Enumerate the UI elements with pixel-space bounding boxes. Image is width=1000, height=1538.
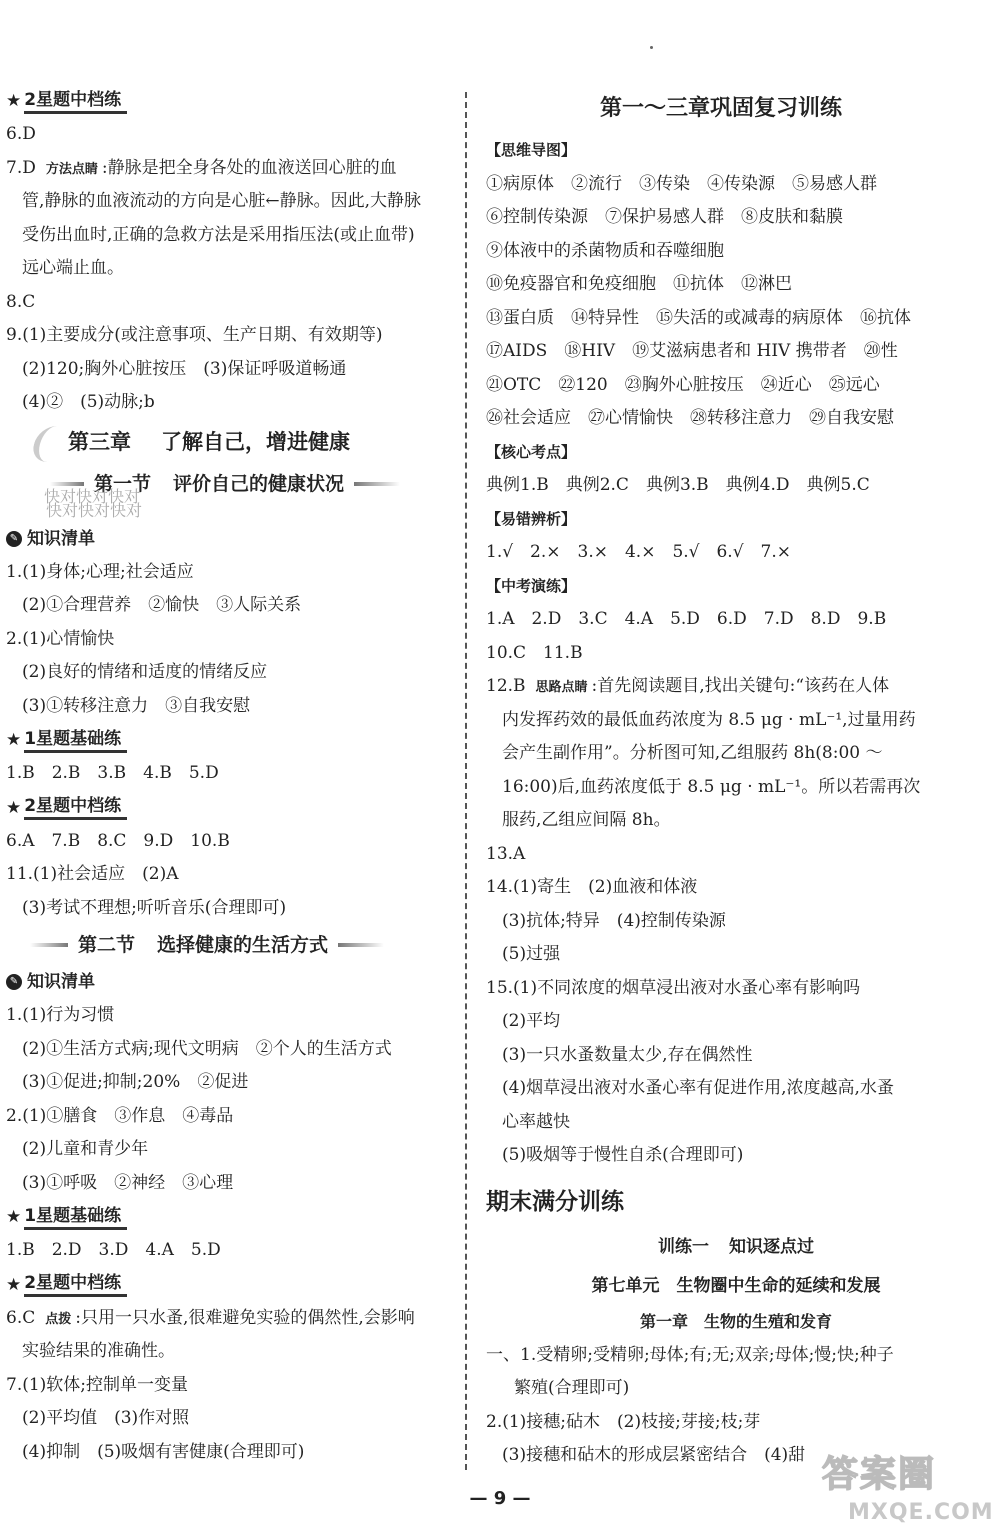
chapter-subtitle: 第一章 生物的生殖和发育 [639, 1311, 832, 1331]
answer-line: (3)①促进;抑制;20% ②促进 [22, 1072, 249, 1092]
answer-line: (2)平均 [502, 1011, 561, 1031]
answer-line: 典例1.B 典例2.C 典例3.B 典例4.D 典例5.C [486, 475, 870, 495]
answer-line: ①病原体 ②流行 ③传染 ④传染源 ⑤易感人群 [486, 173, 877, 194]
star1-heading: ★ 1星题基础练 [6, 723, 446, 757]
answer-line: 一、1.受精卵;受精卵;母体;有;无;双亲;母体;慢;快;种子 [486, 1344, 894, 1365]
answer-line: (3)一只水蚤数量太少,存在偶然性 [502, 1044, 753, 1065]
answer-line: 6.D [6, 124, 36, 144]
answer-line: 16:00)后,血药浓度低于 8.5 μg · mL⁻¹。所以若需再次 [502, 776, 921, 797]
answer-line: (4)② (5)动脉;b [22, 392, 155, 412]
answer-line: 1.(1)行为习惯 [6, 1005, 115, 1025]
answer-line: 9.(1)主要成分(或注意事项、生产日期、有效期等) [6, 325, 383, 345]
knowledge-heading: ✎ 知识清单 [6, 965, 446, 999]
training-title: 训练一 知识逐点过 [658, 1236, 814, 1257]
answer-line: 6.A 7.B 8.C 9.D 10.B [6, 830, 230, 851]
answer-line: 繁殖(合理即可) [514, 1378, 630, 1398]
ghost-watermark-text: 快对快对快对 [44, 487, 141, 506]
right-column [486, 84, 986, 1473]
knowledge-icon: ✎ [6, 531, 22, 547]
answer-line: (2)①生活方式病;现代文明病 ②个人的生活方式 [22, 1038, 392, 1059]
tip-label: 方法点睛 [45, 161, 98, 177]
answer-line: (3)考试不理想;听听音乐(合理即可) [22, 897, 287, 918]
answer-line: (5)吸烟等于慢性自杀(合理即可) [502, 1145, 744, 1165]
answer-line: 1.(1)身体;心理;社会适应 [6, 561, 194, 582]
answer-line: ⑩免疫器官和免疫细胞 ⑪抗体 ⑫淋巴 [486, 274, 792, 294]
review-title: 第一～三章巩固复习训练 [599, 96, 842, 121]
answer-line: 实验结果的准确性。 [22, 1341, 175, 1361]
star-icon: ★ [6, 1207, 22, 1227]
site-watermark [818, 1440, 994, 1536]
unit-title: 第七单元 生物圈中生命的延续和发展 [591, 1275, 881, 1296]
star-icon: ★ [6, 1274, 22, 1295]
answer-line: 12.B 思路点睛 :首先阅读题目,找出关键句:“该药在人体 [486, 676, 890, 696]
answer-line: 10.C 11.B [486, 642, 583, 663]
answer-line: ⑨体液中的杀菌物质和吞噬细胞 [486, 240, 724, 261]
mind-map-heading: 【思维导图】 [486, 141, 577, 159]
answer-line: (3)①呼吸 ②神经 ③心理 [22, 1172, 234, 1193]
star2-heading: ★ 2星题中档练 [6, 1268, 446, 1302]
error-analysis-heading: 【易错辨析】 [486, 509, 577, 528]
chapter-title: 第三章 了解自己，增进健康 [6, 420, 446, 464]
answer-line: (2)儿童和青少年 [22, 1139, 149, 1159]
answer-line: 会产生副作用”。分析图可知,乙组服药 8h(8:00 ～ [502, 743, 883, 763]
star-icon: ★ [6, 91, 22, 111]
watermark-url: MXQE.COM [848, 1500, 994, 1525]
star-icon: ★ [6, 730, 22, 750]
knowledge-heading: ✎ 知识清单 [6, 522, 446, 556]
answer-line: (2)良好的情绪和适度的情绪反应 [22, 662, 268, 682]
answer-line: 2.(1)心情愉快 [6, 628, 115, 649]
star1-heading: ★ 1星题基础练 [6, 1200, 446, 1234]
answer-line: 心率越快 [502, 1111, 570, 1132]
answer-line: (4)烟草浸出液对水蚤心率有促进作用,浓度越高,水蚤 [502, 1078, 894, 1098]
answer-line: (2)120;胸外心脏按压 (3)保证呼吸道畅通 [22, 358, 347, 379]
answer-line: 6.C 点拨 :只用一只水蚤,很难避免实验的偶然性,会影响 [6, 1307, 415, 1328]
answer-line: 7.(1)软体;控制单一变量 [6, 1374, 189, 1395]
answer-line: (4)抑制 (5)吸烟有害健康(合理即可) [22, 1441, 305, 1462]
answer-line: ⑬蛋白质 ⑭特异性 ⑮失活的或减毒的病原体 ⑯抗体 [486, 307, 911, 328]
answer-line: 1.A 2.D 3.C 4.A 5.D 6.D 7.D 8.D 9.B [486, 609, 887, 629]
tip-label: 思路点睛 [535, 680, 588, 695]
exam-practice-heading: 【中考演练】 [486, 576, 577, 595]
page-number: — 9 — [469, 1488, 531, 1509]
answer-line: 14.(1)寄生 (2)血液和体液 [486, 877, 698, 897]
section-title: 第二节 选择健康的生活方式 [6, 925, 446, 965]
tip-label: 点拨 [45, 1311, 72, 1327]
answer-line: ⑰AIDS ⑱HIV ⑲艾滋病患者和 HIV 携带者 ⑳性 [486, 341, 898, 361]
final-training-title: 期末满分训练 [486, 1188, 624, 1215]
answer-line: (5)过强 [502, 944, 561, 964]
answer-line: (3)①转移注意力 ③自我安慰 [22, 695, 251, 716]
answer-line: 1.B 2.D 3.D 4.A 5.D [6, 1240, 221, 1260]
answer-line: 远心端止血。 [22, 258, 124, 278]
answer-line: 15.(1)不同浓度的烟草浸出液对水蚤心率有影响吗 [486, 977, 861, 998]
answer-line: (2)平均值 (3)作对照 [22, 1408, 190, 1428]
answer-line: (3)抗体;特异 (4)控制传染源 [502, 910, 726, 931]
answer-line: 管,静脉的血液流动的方向是心脏←静脉。因此,大静脉 [22, 191, 422, 211]
answer-line: ㉖社会适应 ㉗心情愉快 ㉘转移注意力 ㉙自我安慰 [486, 408, 894, 428]
answer-line: (3)接穗和砧木的形成层紧密结合 (4)甜 [502, 1445, 806, 1465]
answer-line: 11.(1)社会适应 (2)A [6, 864, 179, 884]
watermark-logo-text: 答案圈 [822, 1454, 937, 1495]
answer-line: 2.(1)接穗;砧木 (2)枝接;芽接;枝;芽 [486, 1411, 761, 1432]
answer-line: 7.D 方法点睛 :静脉是把全身各处的血液送回心脏的血 [6, 157, 397, 178]
left-column [6, 84, 446, 1469]
answer-line: 8.C [6, 291, 36, 312]
answer-line: ㉑OTC ㉒120 ㉓胸外心脏按压 ㉔近心 ㉕远心 [486, 374, 880, 395]
answer-line: (2)①合理营养 ②愉快 ③人际关系 [22, 595, 302, 615]
star2-heading: ★ 2星题中档练 [6, 791, 446, 825]
answer-line: 服药,乙组应间隔 8h。 [502, 810, 671, 830]
answer-line: 2.(1)①膳食 ③作息 ④毒品 [6, 1105, 234, 1126]
answer-line: 1.√ 2.× 3.× 4.× 5.√ 6.√ 7.× [486, 542, 792, 562]
knowledge-icon: ✎ [6, 974, 22, 990]
answer-line: ⑥控制传染源 ⑦保护易感人群 ⑧皮肤和黏膜 [486, 207, 843, 227]
answer-line: 受伤出血时,正确的急救方法是采用指压法(或止血带) [22, 224, 415, 245]
answer-line: 内发挥药效的最低血药浓度为 8.5 μg · mL⁻¹,过量用药 [502, 709, 916, 730]
ghost-watermark-text: 快对快对快对 [46, 500, 143, 520]
star2-heading: ★ 2星题中档练 [6, 84, 446, 118]
scan-dot [650, 46, 653, 49]
column-divider [465, 92, 467, 1470]
section-title: 第一节 评价自己的健康状况 [6, 464, 446, 504]
star-icon: ★ [6, 797, 22, 818]
answer-line: 13.A [486, 843, 526, 864]
core-points-heading: 【核心考点】 [486, 442, 577, 461]
answer-line: 1.B 2.B 3.B 4.B 5.D [6, 763, 219, 783]
